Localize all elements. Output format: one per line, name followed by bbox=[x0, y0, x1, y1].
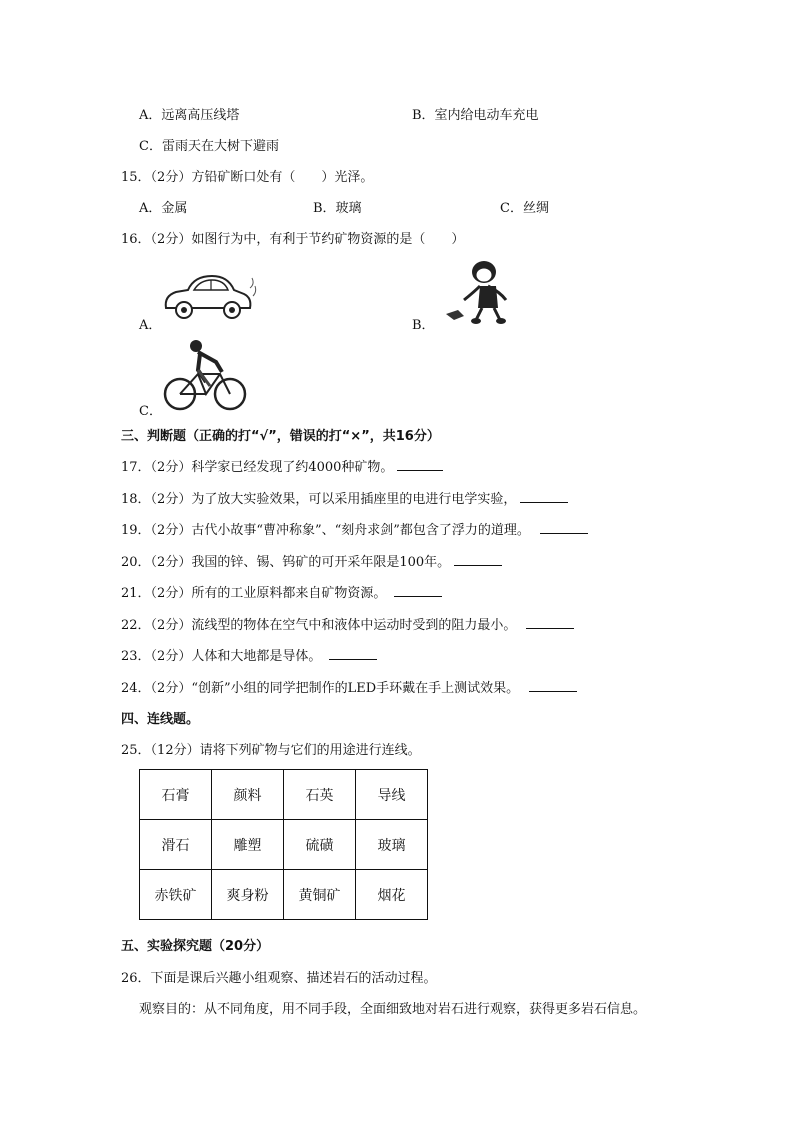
table-cell: 导线 bbox=[356, 770, 428, 820]
answer-blank[interactable] bbox=[454, 553, 502, 566]
q16-option-b: B． bbox=[412, 318, 435, 333]
table-cell: 颜料 bbox=[212, 770, 284, 820]
answer-blank[interactable] bbox=[329, 647, 377, 660]
judge-item-23: 23．（2分）人体和大地都是导体。 bbox=[121, 645, 377, 664]
table-cell: 爽身粉 bbox=[212, 870, 284, 920]
q15-option-a: A．金属 bbox=[139, 201, 188, 216]
observation-purpose: 观察目的：从不同角度，用不同手段，全面细致地对岩石进行观察，获得更多岩石信息。 bbox=[139, 1002, 647, 1017]
table-cell: 赤铁矿 bbox=[140, 870, 212, 920]
table-cell: 烟花 bbox=[356, 870, 428, 920]
judge-item-24: 24．（2分）“创新”小组的同学把制作的LED手环戴在手上测试效果。 bbox=[121, 677, 577, 696]
mineral-use-table bbox=[139, 769, 428, 920]
section4-title: 四、连线题。 bbox=[121, 712, 200, 727]
judge-item-21: 21．（2分）所有的工业原料都来自矿物资源。 bbox=[121, 582, 442, 601]
answer-blank[interactable] bbox=[397, 458, 443, 471]
answer-blank[interactable] bbox=[520, 490, 568, 503]
q26-stem: 26．下面是课后兴趣小组观察、描述岩石的活动过程。 bbox=[121, 971, 437, 986]
q16-option-a: A． bbox=[139, 318, 162, 333]
table-cell: 石英 bbox=[284, 770, 356, 820]
judge-item-22: 22．（2分）流线型的物体在空气中和液体中运动时受到的阻力最小。 bbox=[121, 614, 574, 633]
table-cell: 滑石 bbox=[140, 820, 212, 870]
answer-blank[interactable] bbox=[529, 679, 577, 692]
q16-stem: 16．（2分）如图行为中，有利于节约矿物资源的是（ ） bbox=[121, 232, 465, 247]
table-row bbox=[140, 820, 428, 870]
q14-option-a: A．远离高压线塔 bbox=[139, 108, 240, 123]
car-icon bbox=[160, 266, 258, 324]
table-cell: 硫磺 bbox=[284, 820, 356, 870]
answer-blank[interactable] bbox=[394, 584, 442, 597]
table-cell: 石膏 bbox=[140, 770, 212, 820]
table-cell: 玻璃 bbox=[356, 820, 428, 870]
judge-item-17: 17．（2分）科学家已经发现了约4000种矿物。 bbox=[121, 456, 443, 475]
table-row bbox=[140, 870, 428, 920]
q16-option-c: C． bbox=[139, 404, 162, 419]
q15-option-b: B．玻璃 bbox=[313, 201, 362, 216]
answer-blank[interactable] bbox=[526, 616, 574, 629]
table-cell: 黄铜矿 bbox=[284, 870, 356, 920]
q15-stem: 15．（2分）方铅矿断口处有（ ）光泽。 bbox=[121, 170, 374, 185]
answer-blank[interactable] bbox=[540, 521, 588, 534]
judge-item-19: 19．（2分）古代小故事“曹冲称象”、“刻舟求剑”都包含了浮力的道理。 bbox=[121, 519, 588, 538]
q25-stem: 25．（12分）请将下列矿物与它们的用途进行连线。 bbox=[121, 743, 421, 758]
section5-title: 五、实验探究题（20分） bbox=[121, 939, 270, 954]
section3-title: 三、判断题（正确的打“√”，错误的打“×”，共16分） bbox=[121, 429, 440, 444]
table-cell: 雕塑 bbox=[212, 820, 284, 870]
judge-item-20: 20．（2分）我国的锌、锡、钨矿的可开采年限是100年。 bbox=[121, 551, 502, 570]
table-row bbox=[140, 770, 428, 820]
cyclist-icon bbox=[160, 338, 248, 414]
judge-item-18: 18．（2分）为了放大实验效果，可以采用插座里的电进行电学实验， bbox=[121, 488, 568, 507]
q15-option-c: C．丝绸 bbox=[500, 201, 549, 216]
littering-person-icon bbox=[440, 256, 520, 326]
q14-option-b: B．室内给电动车充电 bbox=[412, 108, 539, 123]
q14-option-c: C．雷雨天在大树下避雨 bbox=[139, 139, 279, 154]
